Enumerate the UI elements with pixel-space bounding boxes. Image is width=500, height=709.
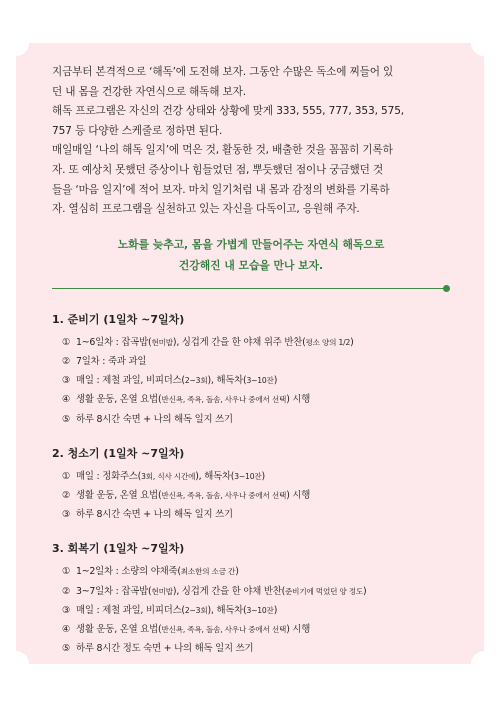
highlight-line: 건강해진 내 모습을 만나 보자. (178, 258, 324, 272)
item-text: ) 시행 (286, 623, 311, 635)
item-note: 반신욕, 족욕, 돌솜, 사우나 중에서 선택 (161, 395, 287, 405)
corner-notch (471, 30, 497, 56)
item-text: ), 해독차( (207, 375, 247, 387)
item-text: ) (261, 470, 265, 482)
list-item (52, 639, 450, 658)
item-number: ① (62, 470, 71, 482)
item-text: ), 해독차( (195, 470, 235, 482)
program-section (52, 443, 450, 525)
item-note: 반신욕, 족욕, 돌솜, 사우나 중에서 선택 (161, 490, 287, 500)
list-item (52, 390, 450, 409)
intro-line: 던 내 몸을 건강한 자연식으로 해독해 보자. (52, 85, 246, 98)
item-number: ⑤ (62, 413, 71, 425)
item-text: 1~6일차 : 잡곡밥( (76, 336, 152, 348)
item-text: 하루 8시간 숙면 + 나의 해독 일지 쓰기 (76, 413, 233, 425)
intro-line: 자. 열심히 프로그램을 실천하고 있는 자신을 다독이고, 응원해 주자. (52, 203, 360, 216)
divider-line (52, 288, 444, 290)
list-item (52, 601, 450, 620)
list-item (52, 562, 450, 581)
corner-notch (471, 651, 497, 677)
item-number: ② (62, 489, 71, 501)
program-sections (52, 309, 450, 659)
item-number: ① (62, 566, 71, 578)
item-note: 평소 양의 1/2 (305, 337, 351, 347)
page-content (52, 63, 450, 658)
item-text: 3~7일차 : 잡곡밥( (76, 585, 152, 597)
section-divider (52, 284, 450, 294)
item-text: ), 싱겁게 간을 한 야채 위주 반찬( (172, 336, 306, 348)
item-note: 3회, 식사 시간에 (141, 471, 196, 481)
intro-line: 지금부터 본격적으로 ‘해독’에 도전해 보자. 그동안 수많은 독소에 찌들어 있 (52, 66, 394, 78)
highlight-line: 노화를 늦추고, 몸을 가볍게 만들어주는 자연식 해독으로 (117, 237, 385, 251)
item-text: 생활 운동, 온열 요법( (76, 394, 162, 406)
list-item (52, 352, 450, 371)
item-note: 2~3회 (184, 376, 208, 386)
item-number: ③ (62, 375, 71, 387)
program-section (52, 538, 450, 658)
item-note: 반신욕, 족욕, 돌솜, 사우나 중에서 선택 (161, 624, 287, 634)
item-note: 3~10잔 (246, 376, 274, 386)
divider-dot (443, 285, 450, 292)
item-text: 1~2일차 : 소량의 야채죽( (76, 566, 181, 578)
item-text: ) (350, 336, 354, 348)
item-note: 2~3회 (184, 605, 208, 615)
item-note: 현미밥 (151, 337, 173, 347)
item-number: ③ (62, 509, 71, 521)
item-text: 하루 8시간 숙면 + 나의 해독 일지 쓰기 (76, 509, 233, 521)
corner-notch (3, 651, 29, 677)
item-text: ), 싱겁게 간을 한 야채 반찬( (172, 585, 286, 597)
item-number: ③ (62, 604, 71, 616)
intro-line: 해독 프로그램은 자신의 건강 상태와 상황에 맞게 333, 555, 777, 353, 575, (52, 105, 404, 118)
item-number: ① (62, 336, 71, 348)
item-number: ④ (62, 394, 71, 406)
list-item (52, 486, 450, 505)
item-text: 생활 운동, 온열 요법( (76, 489, 162, 501)
list-item (52, 467, 450, 486)
list-item (52, 371, 450, 390)
list-item (52, 505, 450, 524)
item-note: 3~10잔 (234, 471, 262, 481)
item-number: ② (62, 355, 71, 367)
item-text: 매일 : 정화주스( (76, 470, 142, 482)
item-note: 3~10잔 (246, 605, 274, 615)
item-number: ② (62, 585, 71, 597)
highlight-quote (52, 234, 450, 276)
corner-notch (3, 30, 29, 56)
intro-paragraph (52, 63, 450, 220)
item-note: 현미밥 (151, 586, 173, 596)
section-title: 2. 청소기 (1일차 ~7일차) (52, 446, 185, 460)
item-text: ) (273, 375, 278, 387)
item-text: 7일차 : 죽과 과일 (76, 355, 147, 367)
intro-line: 757 등 다양한 스케줄로 정하면 된다. (52, 124, 223, 137)
intro-line: 자. 또 예상치 못했던 증상이나 힘들었던 점, 뿌듯했던 점이나 궁금했던 것 (52, 163, 384, 176)
item-text: ) 시행 (286, 394, 311, 406)
item-text: ) (363, 585, 367, 597)
intro-line: 들을 ‘마음 일지’에 적어 보자. 마치 일기처럼 내 몸과 감정의 변화를 기록하 (52, 183, 390, 196)
item-text: 하루 8시간 정도 숙면 + 나의 해독 일지 쓰기 (76, 643, 254, 655)
section-title: 1. 준비기 (1일차 ~7일차) (52, 312, 185, 326)
item-note: 최소한의 소금 간 (180, 567, 236, 577)
item-text: 생활 운동, 온열 요법( (76, 623, 162, 635)
item-text: ) (235, 566, 239, 578)
list-item (52, 582, 450, 601)
section-title: 3. 회복기 (1일차 ~7일차) (52, 542, 185, 556)
list-item (52, 410, 450, 429)
program-section (52, 309, 450, 429)
item-number: ⑤ (62, 643, 71, 655)
item-note: 준비기에 먹었던 양 정도 (285, 586, 364, 596)
item-text: ) 시행 (286, 489, 311, 501)
item-text: ) (273, 604, 278, 616)
intro-line: 매일매일 ‘나의 해독 일지’에 먹은 것, 활동한 것, 배출한 것을 꼼꼼히 기록하 (52, 144, 393, 157)
item-text: ), 해독차( (207, 604, 247, 616)
item-text: 매일 : 제철 과일, 비피더스( (76, 604, 185, 616)
item-text: 매일 : 제철 과일, 비피더스( (76, 375, 185, 387)
list-item (52, 620, 450, 639)
item-number: ④ (62, 623, 71, 635)
list-item (52, 333, 450, 352)
